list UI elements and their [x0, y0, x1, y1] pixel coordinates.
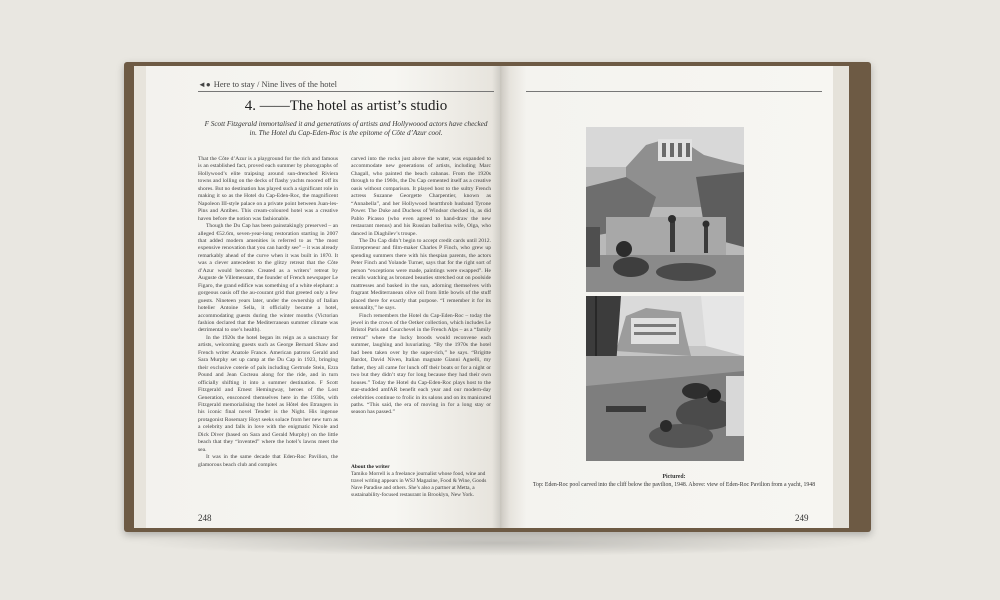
- eden-roc-pool-photo: [586, 127, 744, 292]
- paragraph: Finch remembers the Hotel du Cap-Eden-Roc – today the jewel in the crown of the Oetker collection, which includes Le Bristol Paris and Courchevel in the French Alps – as a “family retreat” where the lucky broods would reconvene each summer, laughing and luxuriating. “By the 1970s the hotel had been taken over by the super-rich,” he says. “Brigitte Bardot, David Niven, Italian magnate Gianni Agnelli, my father, they all came for lunch off their boats or for a night or two but they didn’t stay for long because they had their own houses.” Today the Hotel du Cap-Eden-Roc plays host to the star-studded amfAR benefit each year and our modern-day celebrities continue to frolic in its salons and on its manicured paths. “This said, the era of moving in for a long stay or season has passed.”: [351, 312, 491, 416]
- page-number-left: 248: [198, 513, 212, 523]
- about-the-writer: [351, 464, 493, 499]
- page-number-right: 249: [795, 513, 809, 523]
- body-column-2: [351, 156, 491, 446]
- about-text: Tamiko Morrell is a freelance journalist whose food, wine and travel writing appears in WSJ Magazine, Food & Wine, Goods Nave Paradise and others. She’s also a partner at Metta, a sustainability-focused restaurant in Brooklyn, New York.: [351, 471, 487, 498]
- paragraph: In the 1920s the hotel began its reign as a sanctuary for artists, welcoming guests such as George Bernard Shaw and French writer Anatole France. American patrons Gerald and Sara Murphy set up camp at the Du Cap in 1923, bringing their exclusive coterie of pals including Gertrude Stein, Ezra Pound and Jean Cocteau along for the ride, and in turn officially shifting it into a summer destination. F Scott Fitzgerald and Ernest Hemingway, heroes of the Lost Generation, ensconced themselves here in the 1930s, with Fitzgerald memorialising the hotel as Hôtel des Etrangers in his iconic final novel Tender is the Night. His ingenue protagonist Rosemary Hoyt seeks solace from her new turn as a celebrity and falls in love with the enigmatic Nicole and Dick Diver (based on Sara and Gerald Murphy) on the little beach that they “invented” where the hotel’s lawns meet the sea.: [198, 334, 338, 453]
- header-rule: [526, 91, 822, 92]
- photo-caption: [526, 474, 822, 489]
- left-page-edges: [134, 66, 146, 528]
- header-subsection: Nine lives of the hotel: [261, 79, 337, 89]
- paragraph: It was in the same decade that Eden-Roc Pavilion, the glamorous beach club and complex: [198, 454, 338, 468]
- caption-heading: Pictured:: [662, 474, 686, 480]
- article-standfirst: F Scott Fitzgerald immortalised it and generations of artists and Hollywoood actors have checked in. The Hotel du Cap-Eden-Roc is the epitome of Côte d’Azur cool.: [204, 120, 488, 137]
- book-gutter: [492, 66, 510, 528]
- article-title: 4. ——The hotel as artist’s studio: [244, 98, 448, 114]
- eden-roc-yacht-photo: [586, 296, 744, 461]
- header-rule: [198, 91, 494, 92]
- body-column-1: [198, 156, 338, 506]
- paragraph: That the Côte d’Azur is a playground for the rich and famous is an established fact, proved each summer by photographs of Hollywood’s elite traipsing around sun-drenched Riviera towns and lolling on the decks of flashy yachts moored off its shores. But no destination has played such a significant role in making it so as the Hotel du Cap-Eden-Roc, the magnificent Napoleon III-style palace on a private point between Juan-les-Pins and Antibes. This cream-coloured hotel was a creative haven before the notion was fashionable.: [198, 156, 338, 222]
- header-separator: /: [254, 79, 262, 89]
- left-page: [146, 66, 500, 528]
- header-section: Here to stay: [213, 79, 255, 89]
- right-page: [500, 66, 833, 528]
- paragraph: carved into the rocks just above the water, was expanded to accommodate new generations of artists, including Marc Chagall, who painted the beach cabanas. From the 1920s through to the 1960s, the Du Cap cemented itself as a creative oasis without comparison. It played host to the sultry French actress Suzanne Georgette Charpentier, known as “Annabella”, and her Hollywood heartthrob husband Tyrone Power. The Duke and Duchess of Windsor checked in, as did Pablo Picasso (who even agreed to hand-draw the new restaurant menus) and his Russian ballerina wife, Olga, who danced in Diaghilev’s troupe.: [351, 156, 491, 237]
- running-header: [198, 79, 337, 89]
- fish-icon: ◄●: [198, 80, 211, 89]
- right-page-edges: [833, 66, 849, 528]
- book-shadow: [130, 530, 870, 556]
- caption-text: Top: Eden-Roc pool carved into the cliff below the pavilion, 1948. Above: view of Eden-Roc Pavilion from a yacht, 1948: [532, 481, 816, 488]
- about-heading: About the writer: [351, 464, 390, 470]
- paragraph: Though the Du Cap has been painstakingly preserved – an alleged €52.6m, seven-year-long restoration starting in 2007 that added modern amenities is referred to as “the most expensive renovation that you can hardly see” – it was already remarkably ahead of the curve when it was built in 1870. It was a clever antecedent to the glitzy retreat that the Côte d’Azur would become. Created as a writers’ retreat by Auguste de Villemessant, the founder of French newspaper Le Figaro, the grand edifice was something of a white elephant: a gorgeous oasis off the au-courant grid that greeted only a few guests. Nineteen years later, under the ownership of Italian hotelier Antoine Sella, it officially became a hotel, accommodating guests during the winter months (Victorian fashion declared that the Mediterranean summer climate was detrimental to one’s health).: [198, 223, 338, 334]
- paragraph: The Du Cap didn’t begin to accept credit cards until 2012. Entrepreneur and film-maker Charles P Finch, who grew up spending summers there with his thespian parents, the actors Peter Finch and Yolande Turner, says that for the right sort of person “exceptions were made, paintings were swapped”. He recalls watching as bronzed beauties stretched out on poolside mattresses and basked in the sun, adorning themselves with fragrant Mediterranean olive oil from little bowls of the stuff placed there for exactly that purpose. “I remember it for its sensuality,” he says.: [351, 237, 491, 312]
